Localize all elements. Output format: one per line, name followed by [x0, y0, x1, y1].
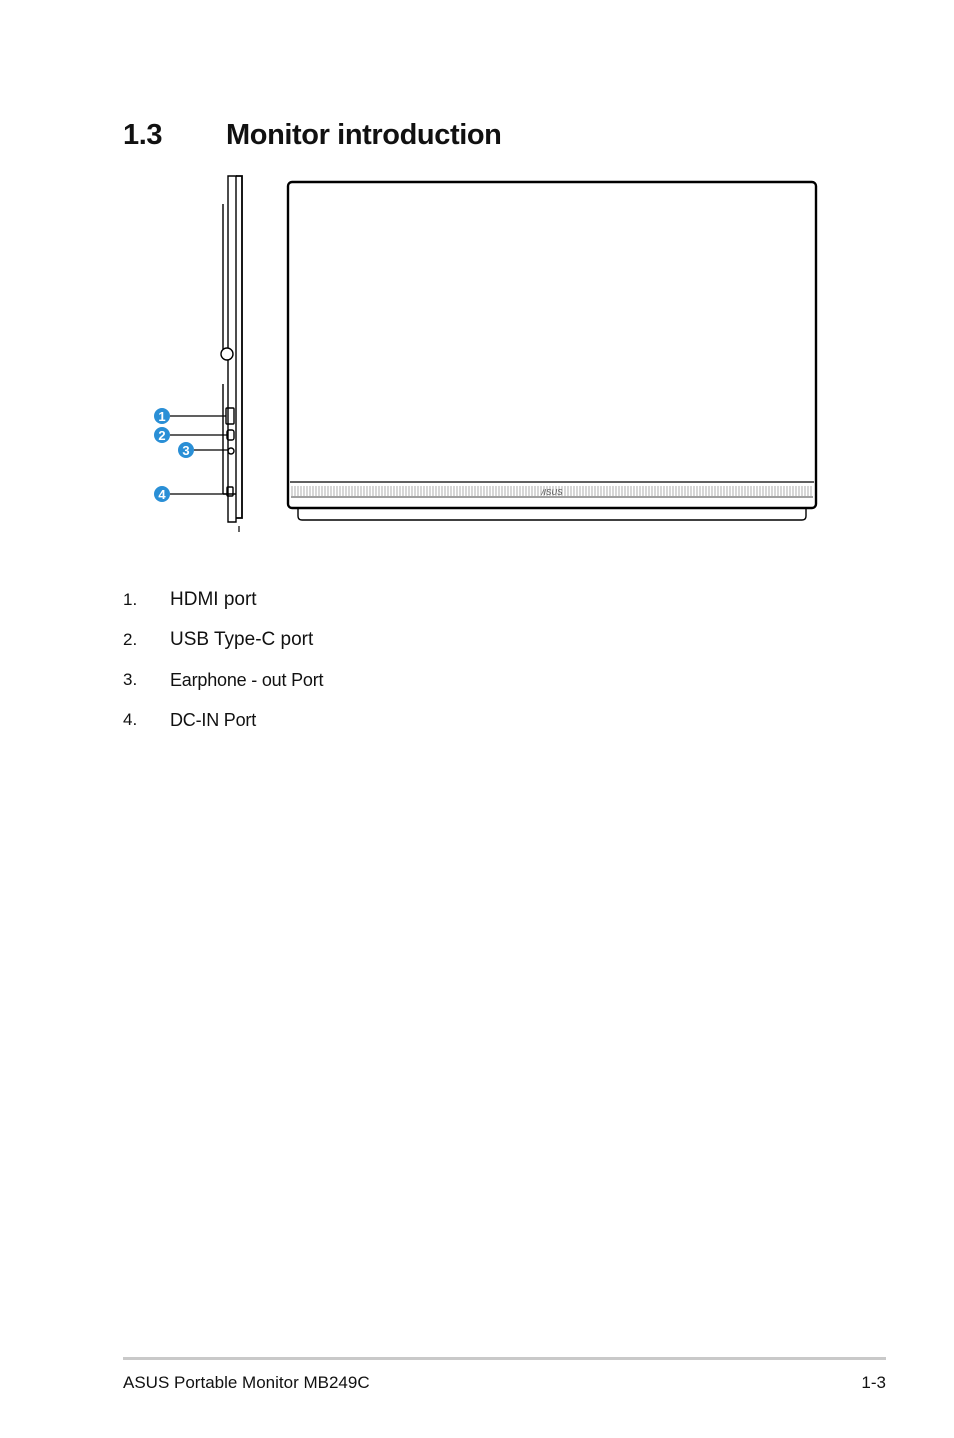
- list-item-label: Earphone - out Port: [170, 670, 324, 690]
- section-number: 1.3: [123, 119, 163, 151]
- callout-leaders: [170, 416, 228, 494]
- callout-1-badge: [154, 408, 170, 424]
- callout-2-label: 2: [158, 428, 166, 443]
- list-item-label: USB Type-C port: [170, 629, 314, 650]
- list-item-number: 2.: [123, 630, 138, 649]
- callout-4-badge: [154, 486, 170, 502]
- callout-2-badge: [154, 427, 170, 443]
- monitor-side-view: [221, 176, 242, 532]
- list-item-label: HDMI port: [170, 589, 257, 610]
- monitor-illustration: [150, 170, 830, 532]
- callout-3-badge: [178, 442, 194, 458]
- asus-logo: /ISUS: [541, 488, 563, 497]
- footer-divider: [123, 1357, 886, 1360]
- callout-4-label: 4: [158, 487, 166, 502]
- section-title: Monitor introduction: [226, 119, 502, 151]
- list-item-number: 3.: [123, 670, 138, 689]
- monitor-front-view: [288, 182, 816, 520]
- callout-1-label: 1: [158, 409, 166, 424]
- footer-page-number: 1-3: [861, 1373, 886, 1392]
- footer-manual-title: ASUS Portable Monitor MB249C: [123, 1373, 370, 1392]
- callout-3-label: 3: [182, 443, 190, 458]
- list-item-label: DC-IN Port: [170, 710, 257, 730]
- list-item-number: 1.: [123, 590, 138, 609]
- list-item-number: 4.: [123, 710, 138, 729]
